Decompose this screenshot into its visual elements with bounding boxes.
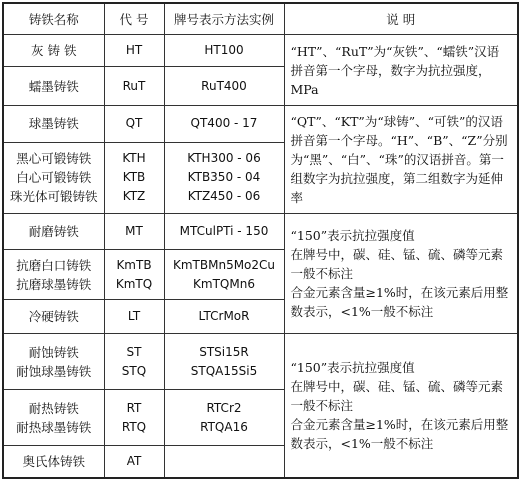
iron-code: STQ bbox=[121, 363, 147, 378]
iron-name: 抗磨白口铸铁 bbox=[16, 257, 92, 273]
description-line: “150”表示抗拉强度值 bbox=[290, 360, 415, 376]
iron-code: MT bbox=[104, 213, 164, 250]
grade-example: QT400 - 17 bbox=[164, 106, 284, 143]
description-line: 在牌号中，碳、硅、锰、硫、磷等元素一般不标注 bbox=[290, 246, 504, 281]
grade-example: KTH300 - 06 bbox=[187, 151, 261, 166]
header-code: 代 号 bbox=[104, 3, 164, 35]
iron-name: 球墨铸铁 bbox=[3, 106, 104, 143]
iron-name: 耐磨铸铁 bbox=[3, 213, 104, 250]
iron-name: 奥氏体铸铁 bbox=[3, 446, 104, 478]
iron-code: ST bbox=[126, 344, 142, 359]
iron-name: 珠光体可锻铸铁 bbox=[9, 189, 98, 205]
iron-code: KmTQ bbox=[115, 276, 153, 291]
table-row bbox=[3, 213, 518, 250]
grade-example: RTCr2 bbox=[206, 400, 242, 415]
iron-name-group bbox=[3, 250, 104, 300]
description-cell bbox=[284, 334, 518, 478]
iron-code: KTB bbox=[122, 170, 146, 185]
grade-example: KTB350 - 04 bbox=[187, 170, 261, 185]
grade-example: RTQA16 bbox=[200, 419, 248, 434]
grade-example: HT100 bbox=[164, 35, 284, 67]
iron-name: 耐热球墨铸铁 bbox=[16, 419, 92, 435]
iron-code-group bbox=[104, 142, 164, 213]
grade-example: STQA15Si5 bbox=[190, 363, 258, 378]
iron-name: 耐热铸铁 bbox=[28, 400, 79, 416]
description-line: 在牌号中，碳、硅、锰、硫、磷等元素一般不标注 bbox=[290, 379, 504, 414]
description-cell bbox=[284, 213, 518, 334]
grade-example: KmTBMn5Mo2Cu bbox=[172, 257, 276, 272]
cast-iron-grade-table bbox=[2, 2, 519, 479]
grade-example-group bbox=[164, 390, 284, 446]
iron-name: 蠕墨铸铁 bbox=[3, 67, 104, 106]
table-row bbox=[3, 334, 518, 390]
iron-code-group bbox=[104, 390, 164, 446]
description-line: “150”表示抗拉强度值 bbox=[290, 227, 415, 243]
grade-example: RuT400 bbox=[164, 67, 284, 106]
header-row bbox=[3, 3, 518, 35]
iron-name: 冷硬铸铁 bbox=[3, 299, 104, 333]
description-cell: “QT”、“KT”为“球铸”、“可铁”的汉语拼音第一个字母。“H”、“B”、“Z”分别为“黑”、“白”、“珠”的汉语拼音。第一组数字为抗拉强度，第二组数字为延伸率 bbox=[284, 106, 518, 214]
grade-example-group bbox=[164, 142, 284, 213]
iron-name-group bbox=[3, 390, 104, 446]
grade-example: KmTQMn6 bbox=[193, 276, 255, 291]
table-row bbox=[3, 35, 518, 67]
grade-example: MTCulPTi - 150 bbox=[164, 213, 284, 250]
iron-code-group bbox=[104, 334, 164, 390]
iron-code: RT bbox=[126, 400, 142, 415]
header-example: 牌号表示方法实例 bbox=[164, 3, 284, 35]
iron-name: 白心可锻铸铁 bbox=[16, 170, 92, 186]
grade-example-group bbox=[164, 250, 284, 300]
iron-code: QT bbox=[104, 106, 164, 143]
iron-code-group bbox=[104, 250, 164, 300]
iron-code: LT bbox=[104, 299, 164, 333]
iron-name: 黑心可锻铸铁 bbox=[16, 151, 92, 167]
iron-name-group bbox=[3, 142, 104, 213]
iron-code: RTQ bbox=[121, 419, 147, 434]
grade-example: KTZ450 - 06 bbox=[187, 189, 261, 204]
grade-example: LTCrMoR bbox=[164, 299, 284, 333]
iron-name: 灰 铸 铁 bbox=[3, 35, 104, 67]
header-description: 说 明 bbox=[284, 3, 518, 35]
description-line: 合金元素含量≥1%时，在该元素后用整数表示，<1%一般不标注 bbox=[290, 417, 509, 452]
table-row bbox=[3, 106, 518, 143]
iron-name: 耐蚀球墨铸铁 bbox=[16, 363, 92, 379]
iron-name: 耐蚀铸铁 bbox=[28, 344, 79, 360]
grade-example: STSi15R bbox=[199, 344, 249, 359]
iron-name: 抗磨球墨铸铁 bbox=[16, 276, 92, 292]
description-cell: “HT”、“RuT”为“灰铁”、“蠕铁”汉语拼音第一个字母，数字为抗拉强度，MPa bbox=[284, 35, 518, 106]
iron-code: RuT bbox=[104, 67, 164, 106]
description-line: 合金元素含量≥1%时，在该元素后用整数表示，<1%一般不标注 bbox=[290, 284, 509, 319]
iron-code: KTH bbox=[122, 151, 146, 166]
iron-code: KTZ bbox=[122, 189, 146, 204]
iron-code: KmTB bbox=[116, 257, 152, 272]
iron-code: AT bbox=[104, 446, 164, 478]
grade-example-group bbox=[164, 334, 284, 390]
iron-name-group bbox=[3, 334, 104, 390]
header-name: 铸铁名称 bbox=[3, 3, 104, 35]
iron-code: HT bbox=[104, 35, 164, 67]
grade-example bbox=[164, 446, 284, 478]
